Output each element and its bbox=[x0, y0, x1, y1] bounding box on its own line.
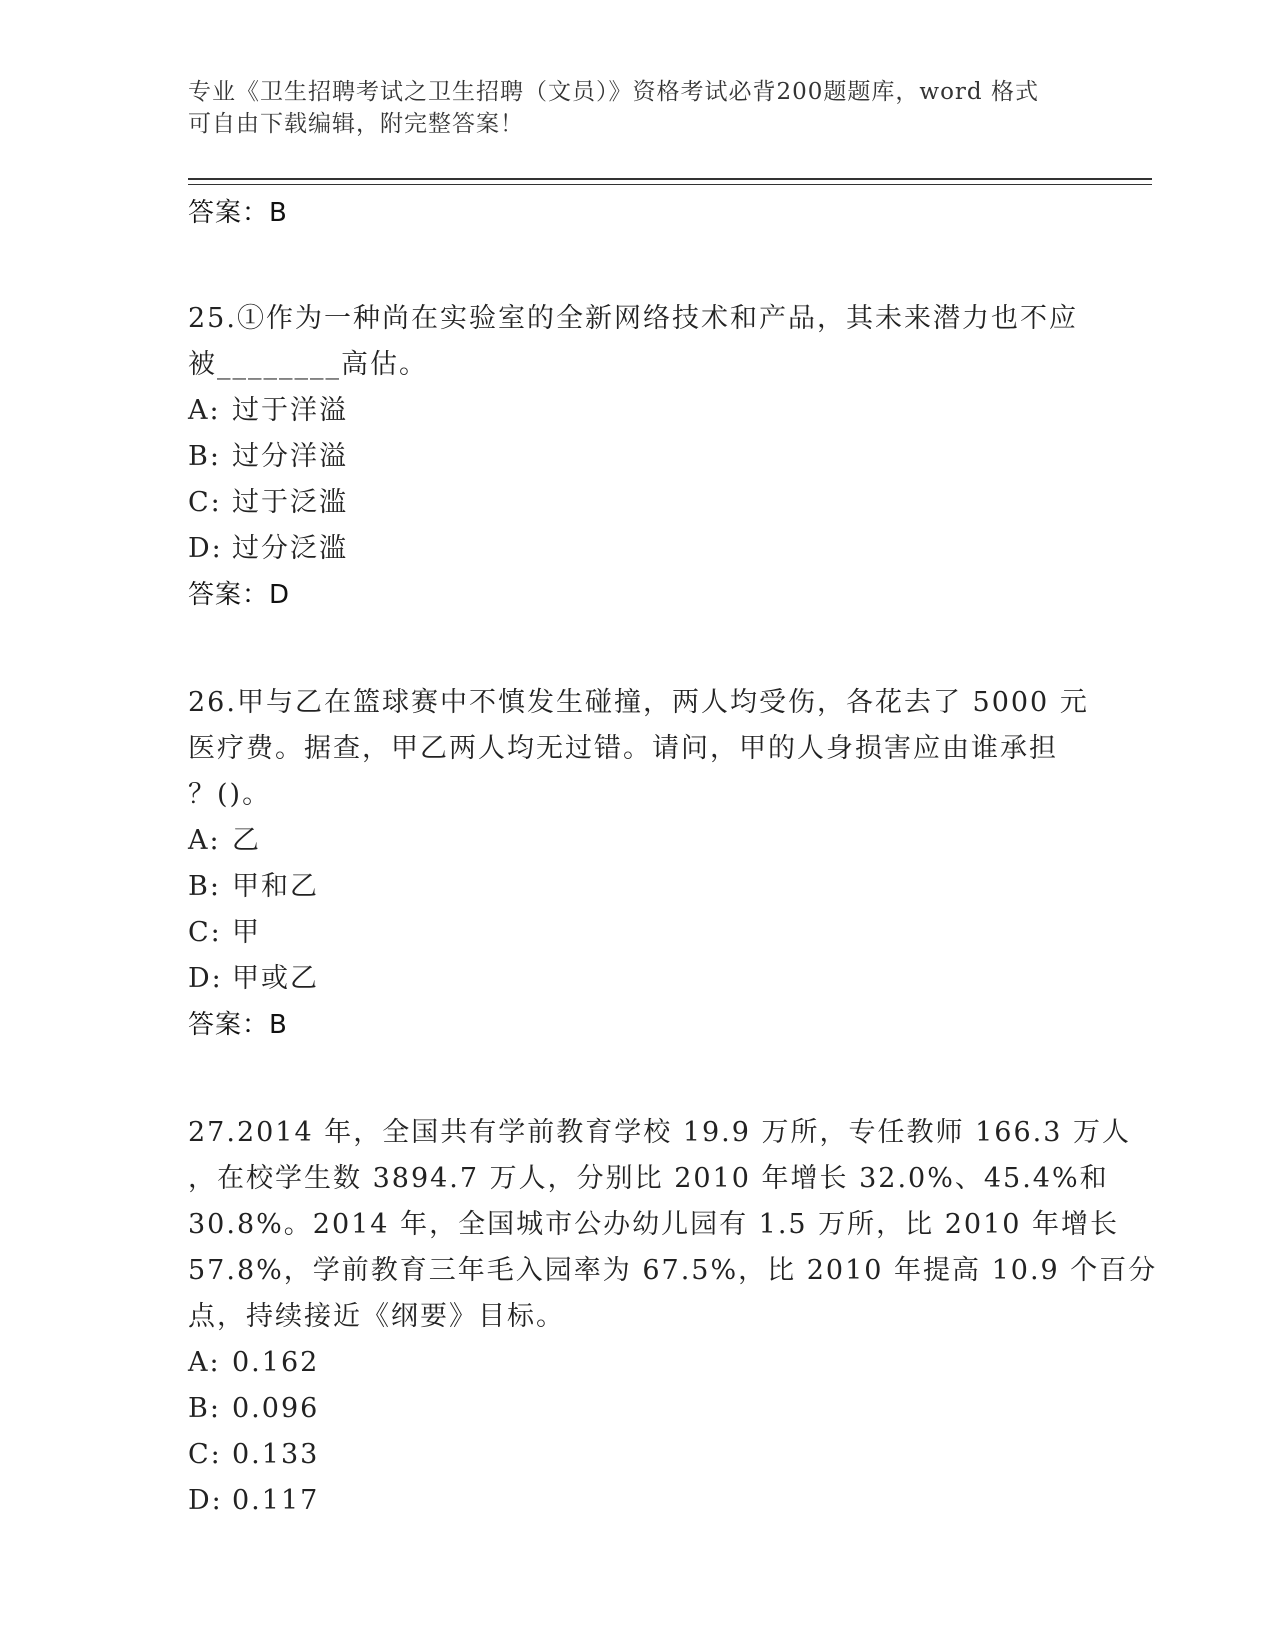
stem-line: 医疗费。据查，甲乙两人均无过错。请问，甲的人身损害应由谁承担 bbox=[188, 733, 1058, 764]
option-text: 甲和乙 bbox=[232, 871, 319, 902]
header-line: 可自由下载编辑，附完整答案！ bbox=[188, 111, 524, 137]
option-text: 0.117 bbox=[232, 1485, 320, 1516]
option-letter: A: bbox=[188, 1347, 221, 1378]
stem-line: 26.甲与乙在篮球赛中不慎发生碰撞，两人均受伤，各花去了 5000 元 bbox=[188, 687, 1089, 718]
option-text: 过分泛滥 bbox=[232, 533, 348, 564]
option-letter: B: bbox=[188, 441, 221, 472]
option-letter: D: bbox=[188, 963, 223, 994]
option-b bbox=[188, 434, 1088, 480]
option-letter: B: bbox=[188, 1393, 221, 1424]
stem-line: 30.8%。2014 年，全国城市公办幼儿园有 1.5 万所，比 2010 年增长 bbox=[188, 1209, 1120, 1240]
question-item bbox=[188, 680, 1088, 1048]
option-letter: B: bbox=[188, 871, 221, 902]
option-text: 甲 bbox=[232, 917, 261, 948]
option-a bbox=[188, 818, 1088, 864]
answer-line: 答案：B bbox=[188, 1010, 288, 1040]
option-text: 乙 bbox=[232, 825, 261, 856]
option-letter: D: bbox=[188, 533, 223, 564]
question-stem bbox=[188, 680, 1089, 818]
question-stem bbox=[188, 1110, 1158, 1340]
option-text: 过分洋溢 bbox=[232, 441, 348, 472]
stem-line: 27.2014 年，全国共有学前教育学校 19.9 万所，专任教师 166.3 万人 bbox=[188, 1117, 1131, 1148]
option-d bbox=[188, 526, 1088, 572]
option-b bbox=[188, 1386, 1088, 1432]
option-letter: A: bbox=[188, 395, 221, 426]
document-header bbox=[188, 76, 1068, 140]
option-letter: C: bbox=[188, 487, 222, 518]
stem-line: ，在校学生数 3894.7 万人，分别比 2010 年增长 32.0%、45.4%和 bbox=[188, 1163, 1109, 1194]
option-text: 0.162 bbox=[232, 1347, 320, 1378]
option-c bbox=[188, 910, 1088, 956]
header-rule-thin bbox=[188, 184, 1152, 185]
option-letter: C: bbox=[188, 917, 222, 948]
question-item bbox=[188, 296, 1088, 618]
option-letter: C: bbox=[188, 1439, 222, 1470]
option-letter: A: bbox=[188, 825, 221, 856]
answer-line: 答案：B bbox=[188, 198, 288, 228]
option-b bbox=[188, 864, 1088, 910]
question-stem bbox=[188, 296, 1078, 388]
question-list bbox=[188, 190, 1158, 1524]
header-line: 专业《卫生招聘考试之卫生招聘（文员）》资格考试必背200题题库，word 格式 bbox=[188, 79, 1039, 105]
option-text: 0.096 bbox=[232, 1393, 320, 1424]
option-text: 过于泛滥 bbox=[232, 487, 348, 518]
option-c bbox=[188, 1432, 1088, 1478]
stem-line: 25.①作为一种尚在实验室的全新网络技术和产品，其未来潜力也不应 bbox=[188, 303, 1078, 334]
option-c bbox=[188, 480, 1088, 526]
option-letter: D: bbox=[188, 1485, 223, 1516]
option-text: 过于洋溢 bbox=[232, 395, 348, 426]
stem-line: 被________高估。 bbox=[188, 349, 428, 380]
option-d bbox=[188, 956, 1088, 1002]
question-item bbox=[188, 1110, 1158, 1524]
stem-line: ？()。 bbox=[188, 779, 272, 810]
header-rule bbox=[188, 178, 1152, 180]
option-a bbox=[188, 388, 1088, 434]
option-text: 0.133 bbox=[232, 1439, 320, 1470]
option-text: 甲或乙 bbox=[232, 963, 319, 994]
stem-line: 57.8%，学前教育三年毛入园率为 67.5%，比 2010 年提高 10.9 个百分 bbox=[188, 1255, 1158, 1286]
answer-line: 答案：D bbox=[188, 580, 291, 610]
option-a bbox=[188, 1340, 1088, 1386]
option-d bbox=[188, 1478, 1088, 1524]
stem-line: 点，持续接近《纲要》目标。 bbox=[188, 1301, 565, 1332]
